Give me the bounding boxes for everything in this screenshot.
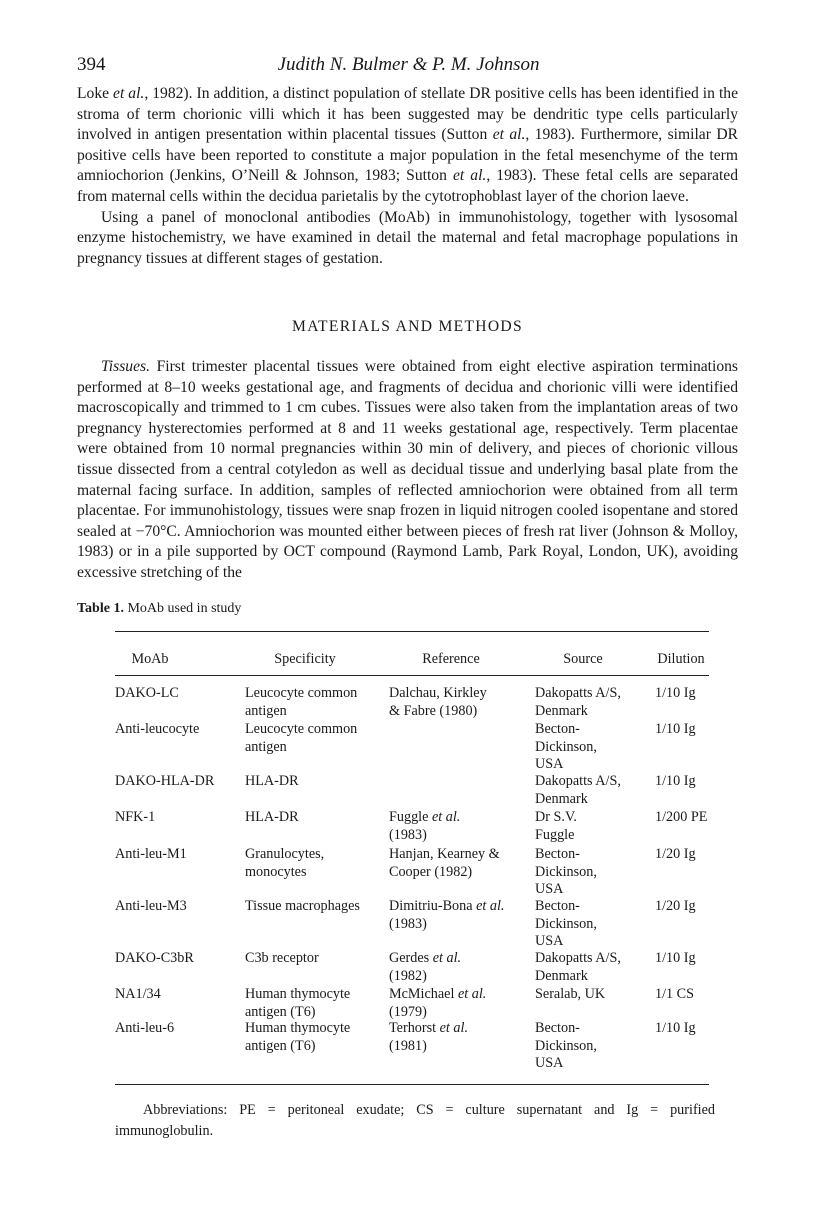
table-cell-moab: Anti-leu-M1: [115, 846, 187, 862]
methods-body: First trimester placental tissues were obtained from eight elective aspiration terminations performed at 8–10 weeks gestational age, and fragments of decidua and chorionic villi were identified macroscopically and trimmed to 1 cm cubes. Tissues were also taken from the implantation areas of two pregnancy hysterectomies performed at 8 and 11 weeks gestational age, respectively. Term placentae were obtained from 10 normal pregnancies within 30 min of delivery, and pieces of chorionic villous tissue dissected from a central cotyledon as well as decidual tissue and underlying basal plate from the maternal facing surface. In addition, samples of reflected amniochorion were obtained from all term placentae. For immunohistology, tissues were snap frozen in liquid nitrogen cooled isopentane and stored sealed at −70°C. Amniochorion was mounted either between pieces of fresh rat liver (Johnson & Molloy, 1983) or in a pile supported by OCT compound (Raymond Lamb, Park Royal, London, UK), avoiding excessive stretching of the: [77, 358, 739, 581]
table-cell-src: Dakopatts A/S,: [535, 950, 621, 966]
table-cell-src: Dickinson,: [535, 863, 597, 880]
table-cell-ref: Dimitriu-Bona et al.: [389, 898, 505, 914]
table-cell-src: USA: [535, 881, 564, 897]
intro-paragraph-1: Loke et al., 1982). In addition, a distinct population of stellate DR positive cells has been identified in the stroma of term chorionic villi which it has been suggested may be dendritic type cells particularly involved in antigen presentation within placental tissues (Sutton et al., 1983). Furthermore, similar DR positive cells have been reported to constitute a major population in the fetal mesenchyme of the term amniochorion (Jenkins, O’Neill & Johnson, 1983; Sutton et al., 1983). These fetal cells are separated from maternal cells within the decidua parietalis by the cytotrophoblast layer of the chorion laeve.: [77, 85, 738, 205]
table-footnote: [115, 1100, 715, 1141]
table-caption-text: MoAb used in study: [123, 601, 242, 616]
table-cell-src: Dickinson,: [535, 738, 597, 755]
table-cell-src: Dickinson,: [535, 915, 597, 932]
section-heading: MATERIALS AND METHODS: [292, 318, 523, 335]
table-cell-src: Dickinson,: [535, 1037, 597, 1054]
table-cell-moab: DAKO-C3bR: [115, 950, 194, 966]
table-cell-spec: antigen (T6): [245, 1037, 316, 1054]
table-cell-src: Becton-: [535, 721, 580, 737]
table-cell-src: Dakopatts A/S,: [535, 773, 621, 789]
table-cell-moab: Anti-leucocyte: [115, 721, 200, 737]
table-cell-dil: 1/1 CS: [655, 986, 695, 1002]
table-cell-moab: Anti-leu-M3: [115, 898, 187, 914]
table-cell-dil: 1/200 PE: [655, 809, 708, 825]
page-number: 394: [77, 54, 106, 75]
intro-paragraph-2: Using a panel of monoclonal antibodies (MoAb) in immunohistology, together with lysosomal enzyme histochemistry, we have examined in detail the maternal and fetal macrophage populations in pregnancy tissues at different stages of gestation.: [77, 208, 738, 267]
table-cell-ref: Dalchau, Kirkley: [389, 685, 487, 701]
page-header: [77, 54, 740, 82]
methods-text: [77, 357, 738, 584]
table-cell-spec: Granulocytes,: [245, 846, 325, 862]
table-cell-src: Denmark: [535, 967, 588, 984]
table-cell-ref: (1979): [389, 1003, 427, 1020]
table-cell-dil: 1/10 Ig: [655, 1020, 696, 1036]
table-bottom-rule: [115, 1084, 709, 1085]
table-header-rule: [115, 675, 709, 676]
table-cell-spec: Human thymocyte: [245, 1020, 351, 1036]
table-cell-src: Fuggle: [535, 826, 575, 843]
table-cell-ref: (1983): [389, 826, 427, 843]
table-cell-moab: DAKO-HLA-DR: [115, 773, 215, 789]
table-cell-spec: C3b receptor: [245, 950, 319, 966]
table-header-cell: Reference: [422, 651, 480, 667]
table-cell-dil: 1/10 Ig: [655, 685, 696, 701]
table-caption: [77, 601, 241, 617]
table-cell-src: Becton-: [535, 1020, 580, 1036]
table-cell-src: Dakopatts A/S,: [535, 685, 621, 701]
table-header-cell: MoAb: [131, 651, 169, 667]
table-cell-spec: antigen: [245, 702, 287, 719]
methods-lead: Tissues.: [101, 358, 150, 375]
table-cell-dil: 1/20 Ig: [655, 898, 696, 914]
table-cell-src: Dr S.V.: [535, 809, 577, 825]
table-header-cell: Source: [563, 651, 603, 667]
table-cell-dil: 1/10 Ig: [655, 721, 696, 737]
table-cell-moab: DAKO-LC: [115, 685, 179, 701]
table-cell-spec: Tissue macrophages: [245, 898, 360, 914]
table-cell-src: Seralab, UK: [535, 986, 606, 1002]
table-cell-src: USA: [535, 1055, 564, 1071]
table-header-cell: Specificity: [274, 651, 336, 667]
table-cell-ref: Gerdes et al.: [389, 950, 462, 966]
table-cell-dil: 1/10 Ig: [655, 950, 696, 966]
table-cell-src: Becton-: [535, 898, 580, 914]
table-cell-moab: NA1/34: [115, 986, 161, 1002]
table-cell-ref: Cooper (1982): [389, 863, 473, 880]
table-cell-ref: & Fabre (1980): [389, 702, 478, 719]
table-cell-src: USA: [535, 933, 564, 949]
table-cell-spec: Leucocyte common: [245, 685, 358, 701]
footnote-text: Abbreviations: PE = peritoneal exudate; CS = culture supernatant and Ig = purified immunoglobulin.: [115, 1102, 715, 1139]
methods-paragraph: [77, 357, 738, 584]
running-head: Judith N. Bulmer & P. M. Johnson: [277, 54, 540, 75]
table-caption-label: Table 1.: [77, 601, 124, 616]
table-cell-spec: monocytes: [245, 863, 307, 880]
table-cell-src: USA: [535, 756, 564, 772]
table-cell-spec: HLA-DR: [245, 809, 299, 825]
table-cell-src: Denmark: [535, 702, 588, 719]
table-cell-src: Denmark: [535, 790, 588, 807]
table-cell-ref: McMichael et al.: [389, 986, 487, 1002]
table-cell-ref: Hanjan, Kearney &: [389, 846, 500, 862]
table-cell-spec: antigen: [245, 738, 287, 755]
table-cell-ref: (1981): [389, 1037, 427, 1054]
table-cell-dil: 1/20 Ig: [655, 846, 696, 862]
table-cell-spec: antigen (T6): [245, 1003, 316, 1020]
table-cell-ref: Terhorst et al.: [389, 1020, 468, 1036]
table-cell-src: Becton-: [535, 846, 580, 862]
table-cell-dil: 1/10 Ig: [655, 773, 696, 789]
table-cell-spec: Human thymocyte: [245, 986, 351, 1002]
table-top-rule: [115, 631, 709, 632]
table-cell-spec: HLA-DR: [245, 773, 299, 789]
table-cell-moab: Anti-leu-6: [115, 1020, 175, 1036]
intro-text: [77, 84, 738, 269]
table-cell-ref: (1983): [389, 915, 427, 932]
table-cell-spec: Leucocyte common: [245, 721, 358, 737]
table-cell-ref: (1982): [389, 967, 427, 984]
table-header-cell: Dilution: [657, 651, 705, 667]
table-cell-moab: NFK-1: [115, 809, 156, 825]
table-cell-ref: Fuggle et al.: [389, 809, 461, 825]
